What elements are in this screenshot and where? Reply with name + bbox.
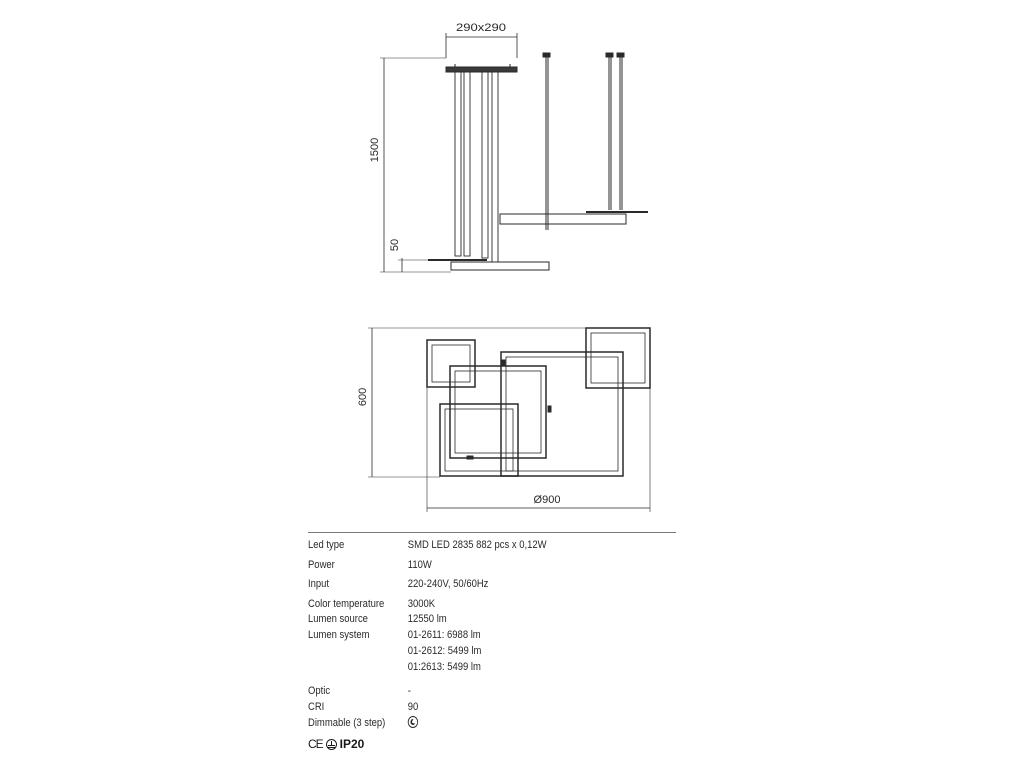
spec-row-cri: [308, 699, 676, 715]
spec-label: Color temperature: [308, 598, 385, 610]
bottom-frame: [451, 262, 549, 270]
spec-row-led-type: [308, 537, 676, 553]
spec-row-optic: [308, 683, 676, 699]
canopy: [446, 67, 517, 72]
lumen-system-value: 01:2613: 5499 lm: [407, 661, 481, 673]
spec-row-dimmable: [308, 715, 676, 731]
lumen-system-value: 01-2611: 6988 lm: [407, 629, 481, 641]
protective-earth-icon: [326, 739, 337, 750]
lumen-system-value: 01-2612: 5499 lm: [407, 645, 482, 657]
canopy-dimension: 290x290: [456, 22, 506, 34]
ip-rating: IP20: [339, 737, 365, 751]
spec-label: Dimmable (3 step): [308, 717, 386, 729]
ce-mark: CE: [308, 737, 323, 751]
spec-row-power: [308, 557, 676, 573]
spec-row-color-temperature: [308, 597, 676, 612]
height-dimension: 1500: [369, 137, 381, 163]
spec-table: [308, 532, 676, 731]
side-view: [380, 33, 648, 272]
offset-dimension: 50: [389, 238, 401, 252]
spec-value: 90: [407, 701, 419, 713]
middle-frame: [500, 214, 626, 224]
spec-value: -: [407, 685, 411, 697]
spec-label: Led type: [308, 539, 345, 551]
certification-marks: [308, 737, 364, 751]
spec-value: 110W: [407, 559, 432, 571]
spec-label: Lumen source: [308, 613, 368, 625]
spec-row-lumen-system: [308, 627, 676, 675]
spec-label: Input: [308, 578, 330, 590]
spec-value: 220-240V, 50/60Hz: [407, 578, 489, 590]
spec-value-list: [408, 627, 482, 675]
top-view: [368, 328, 650, 512]
spec-label: CRI: [308, 701, 325, 713]
width-dimension: Ø900: [533, 494, 561, 506]
spec-value: 12550 lm: [407, 613, 447, 625]
spec-row-lumen-source: [308, 612, 676, 627]
depth-dimension: 600: [357, 387, 369, 407]
spec-label: Lumen system: [308, 629, 370, 641]
spec-value: 3000K: [407, 598, 436, 610]
spec-label: Optic: [308, 685, 331, 697]
spec-label: Power: [308, 559, 335, 571]
dimmer-icon: [408, 716, 418, 728]
spec-value: SMD LED 2835 882 pcs x 0,12W: [407, 539, 547, 551]
spec-row-input: [308, 576, 676, 592]
